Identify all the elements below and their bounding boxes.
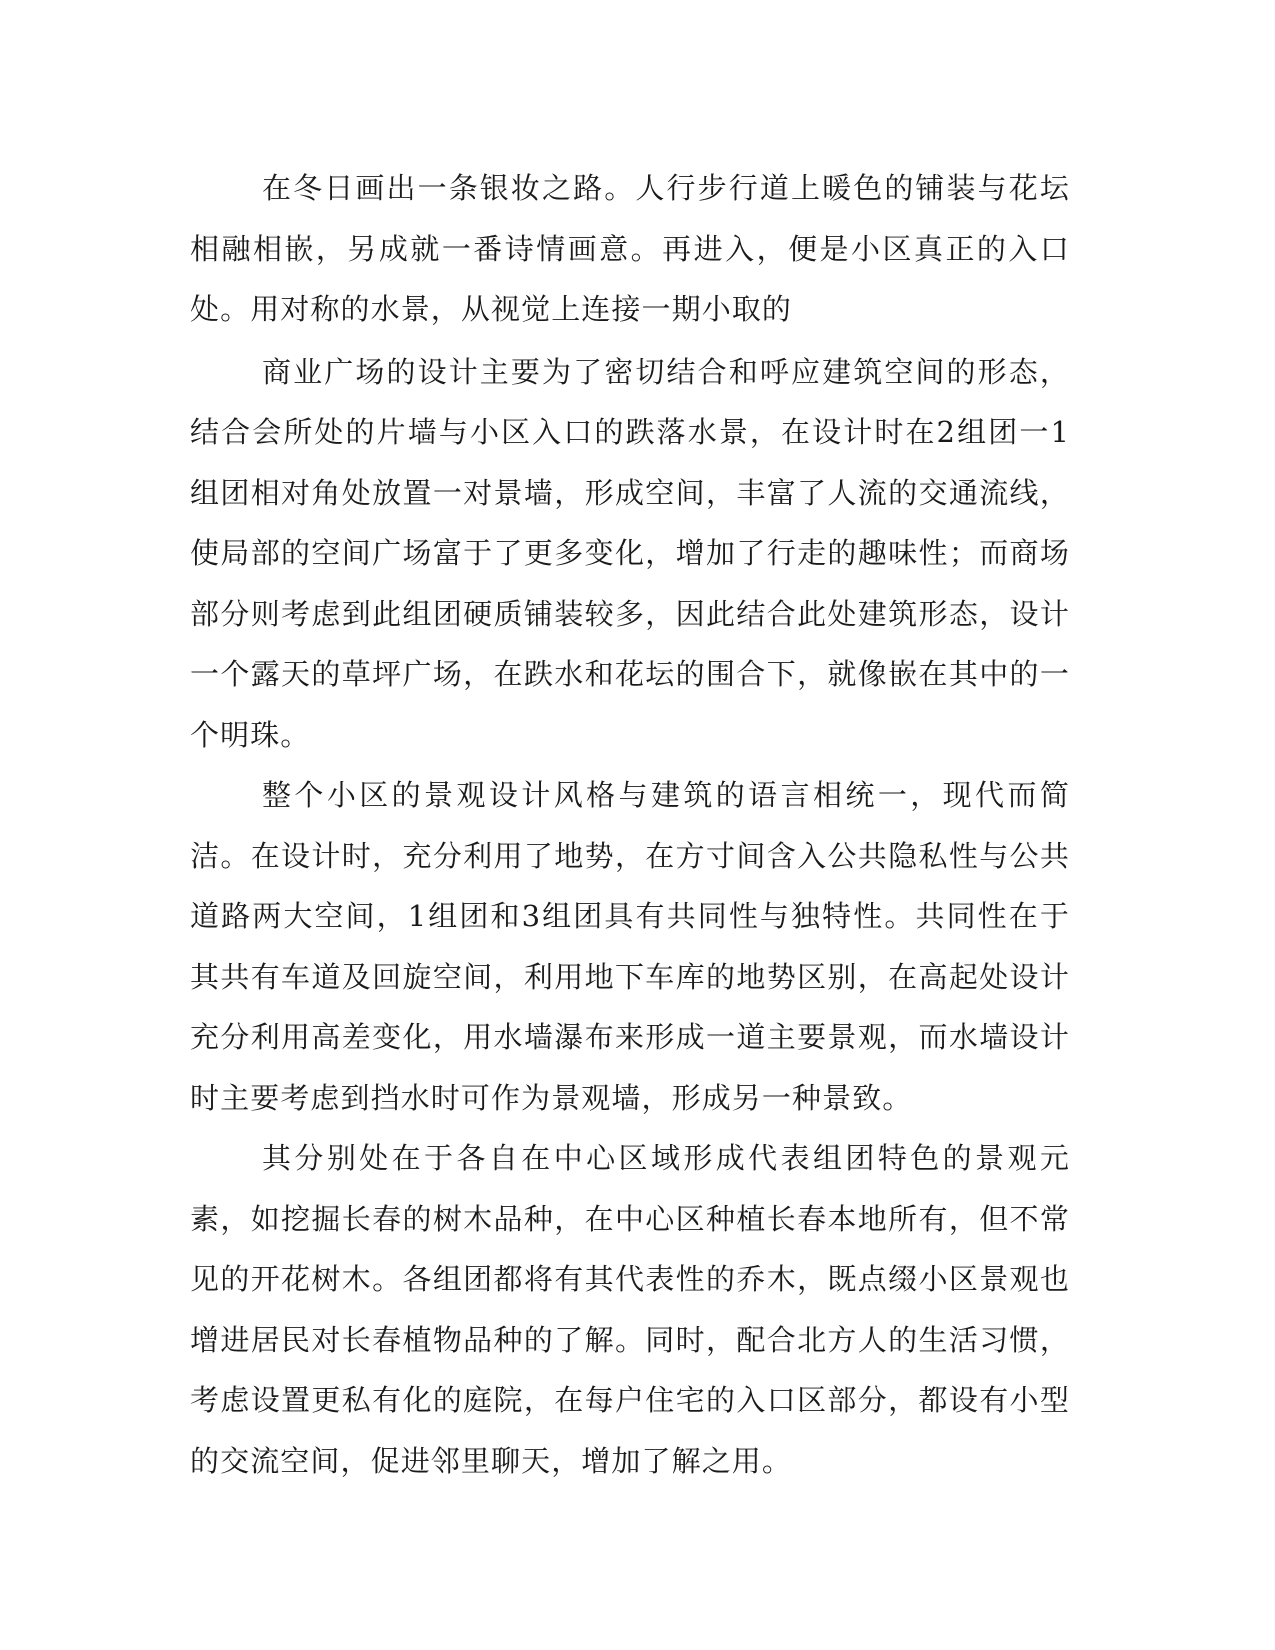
paragraph-3: 整个小区的景观设计风格与建筑的语言相统一，现代而简洁。在设计时，充分利用了地势，在方寸间含入公共隐私性与公共道路两大空间，1组团和3组团具有共同性与独特性。共同性在于其共有车道及回旋空间，利用地下车库的地势区别，在高起处设计充分利用高差变化，用水墙瀑布来形成一道主要景观，而水墙设计时主要考虑到挡水时可作为景观墙，形成另一种景致。 (190, 778, 1070, 1115)
paragraph-1: 在冬日画出一条银妆之路。人行步行道上暖色的铺装与花坛相融相嵌，另成就一番诗情画意。再进入，便是小区真正的入口处。用对称的水景，从视觉上连接一期小取的 (190, 171, 1070, 326)
paragraph-2: 商业广场的设计主要为了密切结合和呼应建筑空间的形态，结合会所处的片墙与小区入口的跌落水景，在设计时在2组团一1组团相对角处放置一对景墙，形成空间，丰富了人流的交通流线，使局部的空间广场富于了更多变化，增加了行走的趣味性；而商场部分则考虑到此组团硬质铺装较多，因此结合此处建筑形态，设计一个露天的草坪广场，在跌水和花坛的围合下，就像嵌在其中的一个明珠。 (190, 354, 1070, 752)
paragraph-4: 其分别处在于各自在中心区域形成代表组团特色的景观元素，如挖掘长春的树木品种，在中心区种植长春本地所有，但不常见的开花树木。各组团都将有其代表性的乔木，既点缀小区景观也增进居民对长春植物品种的了解。同时，配合北方人的生活习惯，考虑设置更私有化的庭院，在每户住宅的入口区部分，都设有小型的交流空间，促进邻里聊天，增加了解之用。 (190, 1141, 1070, 1478)
document-body (190, 158, 1070, 1491)
